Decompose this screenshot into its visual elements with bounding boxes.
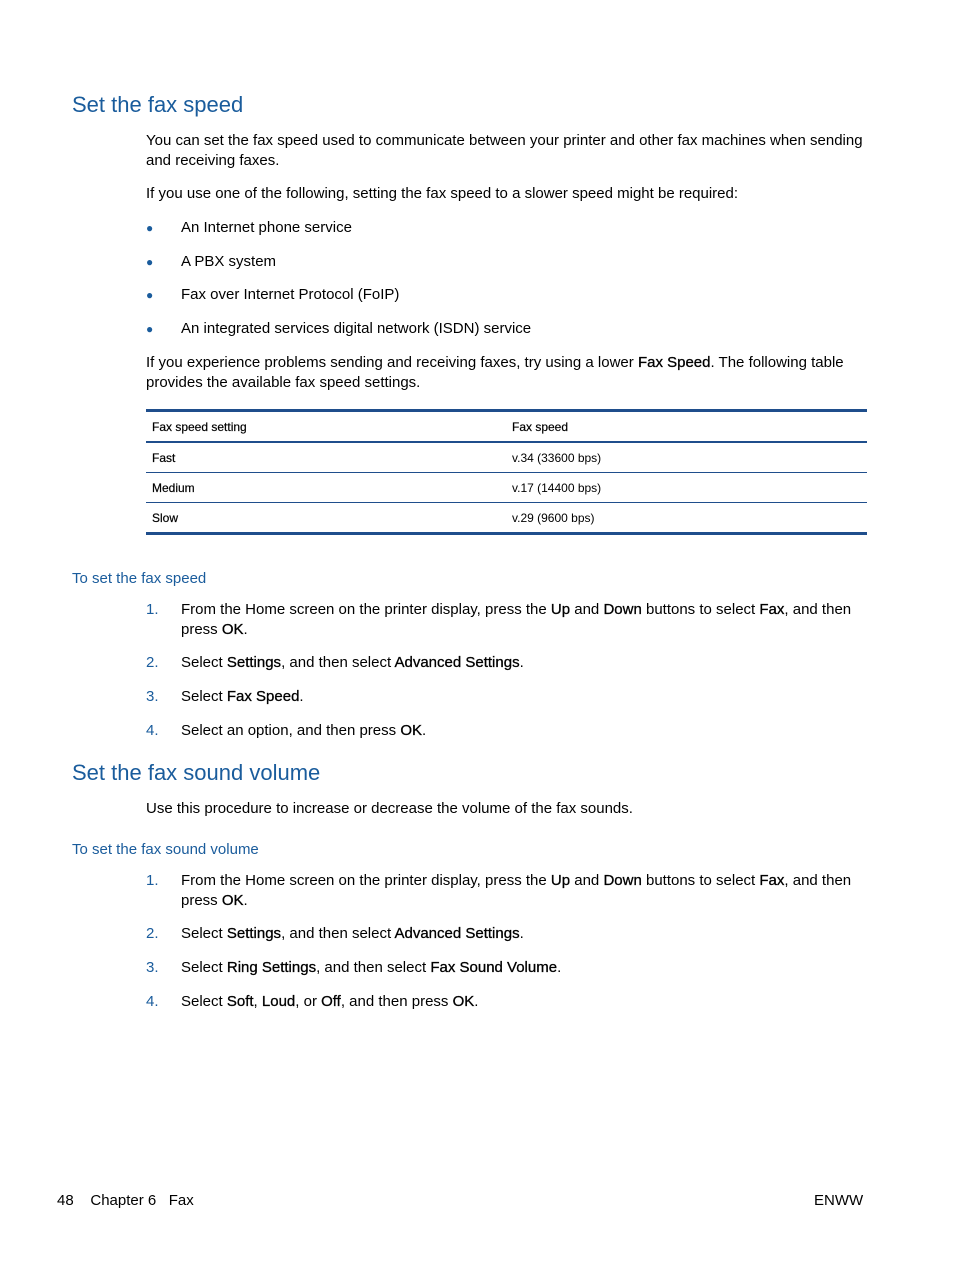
text-run: , and then press — [181, 601, 852, 638]
table-cell-speed: v.17 (14400 bps) — [506, 473, 867, 503]
step-text — [181, 721, 871, 741]
step-text — [181, 992, 871, 1012]
text-run: Select — [181, 993, 227, 1010]
step-number: 1. — [146, 872, 159, 889]
section-title-fax-speed: Set the fax speed — [72, 92, 244, 117]
bullet-text: A PBX system — [181, 253, 277, 270]
text-run: buttons to select — [641, 601, 760, 618]
text-run: , and then press — [181, 872, 852, 909]
step-text — [181, 924, 871, 944]
table-header-row — [146, 411, 867, 443]
text-run: , and then press — [340, 993, 453, 1010]
ui-term: Fax Speed — [226, 688, 300, 705]
step-number: 2. — [146, 925, 159, 942]
bullet-dot-icon: ● — [146, 255, 154, 269]
text-run: . — [243, 892, 248, 909]
fax-speed-table — [146, 409, 867, 535]
ui-term: Soft — [226, 993, 254, 1010]
ui-term: Up — [550, 872, 571, 889]
fax-speed-table-intro — [146, 353, 866, 393]
page-footer-left — [57, 1191, 194, 1211]
text-run: . — [519, 925, 524, 942]
text-run: buttons to select — [641, 872, 760, 889]
text-run: . — [557, 959, 562, 976]
table-cell-speed: v.29 (9600 bps) — [512, 510, 595, 525]
step-number: 4. — [146, 993, 159, 1010]
table-row — [146, 473, 867, 503]
ui-term: Loud — [261, 993, 296, 1010]
text-run: If you experience problems sending and receiving faxes, try using a lower — [146, 354, 638, 371]
fax-speed-lead: If you use one of the following, setting the fax speed to a slower speed might be required: — [146, 185, 739, 202]
bullet-dot-icon: ● — [146, 322, 154, 336]
text-run: Select — [181, 959, 227, 976]
table-cell-setting: Slow — [152, 510, 179, 525]
text-run: . — [474, 993, 479, 1010]
table-cell-setting: Fast — [146, 442, 506, 473]
procedure-title-fax-speed: To set the fax speed — [72, 570, 207, 587]
text-run: Select an option, and then press — [181, 722, 401, 739]
text-run: Select — [181, 688, 227, 705]
table-cell-speed: v.34 (33600 bps) — [506, 442, 867, 473]
ui-term: Settings — [226, 654, 282, 671]
ui-term: Down — [603, 872, 642, 889]
step-text — [181, 687, 871, 707]
ui-term: Advanced Settings — [394, 925, 520, 942]
step-text — [181, 653, 871, 673]
column-header-speed: Fax speed — [506, 411, 867, 443]
text-run: , — [253, 993, 262, 1010]
text-run: , and then select — [316, 959, 431, 976]
bullet-dot-icon: ● — [146, 288, 154, 302]
step-number: 2. — [146, 654, 159, 671]
bullet-text: An integrated services digital network (ISDN) service — [181, 320, 532, 337]
bullet-dot-icon: ● — [146, 221, 154, 235]
text-run: . — [299, 688, 304, 705]
ui-term: Up — [550, 601, 571, 618]
text-run: . — [519, 654, 524, 671]
ui-term: OK — [221, 892, 244, 909]
text-run: From the Home screen on the printer display, press the — [181, 601, 551, 618]
page-number: 48 — [57, 1192, 74, 1209]
column-header-setting: Fax speed setting — [146, 411, 506, 443]
section-title-fax-sound-volume: Set the fax sound volume — [72, 760, 321, 785]
bullet-text: An Internet phone service — [181, 219, 352, 236]
page-footer-right: ENWW — [814, 1192, 864, 1209]
table-cell-setting: Medium — [146, 473, 506, 503]
ui-term: OK — [221, 621, 244, 638]
ui-term: OK — [452, 993, 475, 1010]
procedure-title-fax-sound: To set the fax sound volume — [72, 841, 259, 858]
step-text — [181, 871, 871, 911]
text-run: . — [243, 621, 248, 638]
step-text — [181, 958, 871, 978]
ui-term: Advanced Settings — [394, 654, 520, 671]
bullet-text: Fax over Internet Protocol (FoIP) — [181, 286, 400, 303]
ui-term: OK — [400, 722, 423, 739]
text-run-bold: Fax Speed — [637, 354, 711, 371]
ui-term: Fax — [759, 601, 785, 618]
text-run: From the Home screen on the printer display, press the — [181, 872, 551, 889]
text-run: , and then select — [281, 654, 395, 671]
chapter-label: Chapter 6 Fax — [90, 1192, 194, 1209]
text-run: . The following table provides the available fax speed settings. — [146, 354, 844, 391]
ui-term: Ring Settings — [226, 959, 317, 976]
step-number: 3. — [146, 688, 159, 705]
step-number: 4. — [146, 722, 159, 739]
table-row — [146, 503, 867, 534]
step-text — [181, 600, 871, 640]
ui-term: Fax — [759, 872, 785, 889]
step-number: 3. — [146, 959, 159, 976]
ui-term: Down — [603, 601, 642, 618]
text-run: , or — [295, 993, 322, 1010]
text-run: and — [570, 872, 604, 889]
ui-term: Settings — [226, 925, 282, 942]
ui-term: Off — [321, 993, 341, 1010]
step-number: 1. — [146, 601, 159, 618]
text-run: , and then select — [281, 925, 395, 942]
text-run: Select — [181, 654, 227, 671]
text-run: and — [570, 601, 604, 618]
text-run: . — [422, 722, 427, 739]
table-row — [146, 442, 867, 473]
fax-speed-intro: You can set the fax speed used to communicate between your printer and other fax machines when sending and receiving faxes. — [146, 132, 863, 169]
text-run: Select — [181, 925, 227, 942]
ui-term: Fax Sound Volume — [430, 959, 558, 976]
fax-sound-intro: Use this procedure to increase or decrease the volume of the fax sounds. — [146, 800, 633, 817]
